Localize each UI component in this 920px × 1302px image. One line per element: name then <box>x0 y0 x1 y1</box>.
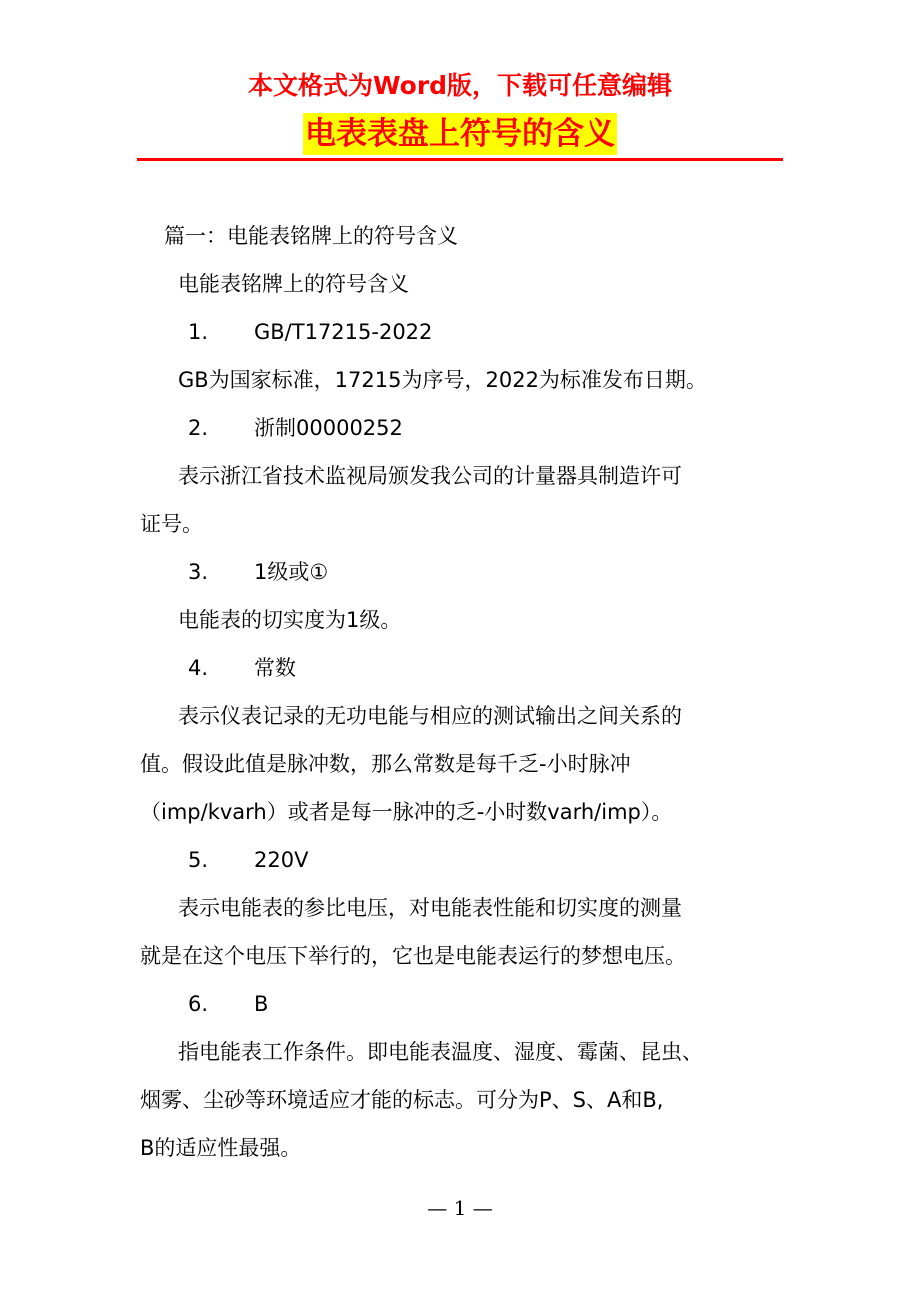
page-number: — 1 — <box>427 1196 493 1220</box>
item-description-continued: 证号。 <box>140 512 203 536</box>
document-title: 电表表盘上符号的含义 <box>303 113 617 155</box>
item-number: 4. <box>188 656 209 680</box>
item-description: 表示电能表的参比电压，对电能表性能和切实度的测量 <box>178 896 682 920</box>
item-term: GB/T17215-2022 <box>254 320 433 344</box>
item-number: 6. <box>188 992 209 1016</box>
item-term: 常数 <box>254 656 296 680</box>
document-body <box>140 212 790 1172</box>
item-number: 1. <box>188 320 209 344</box>
list-item-number-line <box>140 404 790 452</box>
download-banner: 本文格式为Word版，下载可任意编辑 <box>247 71 673 100</box>
list-item-number-line <box>140 836 790 884</box>
list-item-number-line <box>140 644 790 692</box>
item-description-continued: 值。假设此值是脉冲数，那么常数是每千乏-小时脉冲 <box>140 752 631 776</box>
list-item-number-line <box>140 980 790 1028</box>
item-description: 指电能表工作条件。即电能表温度、湿度、霉菌、昆虫、 <box>178 1040 703 1064</box>
item-description-continued: 烟雾、尘砂等环境适应才能的标志。可分为P、S、A和B, <box>140 1088 664 1112</box>
subheading: 电能表铭牌上的符号含义 <box>178 272 409 296</box>
section-heading: 篇一：电能表铭牌上的符号含义 <box>164 224 458 248</box>
title-block <box>0 113 920 155</box>
item-description-continued: （imp/kvarh）或者是每一脉冲的乏-小时数varh/imp）。 <box>140 800 673 824</box>
item-description: 电能表的切实度为1级。 <box>178 608 402 632</box>
item-number: 2. <box>188 416 209 440</box>
list-item-number-line <box>140 548 790 596</box>
item-number: 3. <box>188 560 209 584</box>
item-description-continued: 就是在这个电压下举行的，它也是电能表运行的梦想电压。 <box>140 944 686 968</box>
item-term: 1级或① <box>254 560 329 584</box>
item-term: B <box>254 992 269 1016</box>
title-divider <box>137 158 783 161</box>
item-description: 表示浙江省技术监视局颁发我公司的计量器具制造许可 <box>178 464 682 488</box>
item-description-continued: B的适应性最强。 <box>140 1136 302 1160</box>
item-description: GB为国家标准，17215为序号，2022为标准发布日期。 <box>178 368 707 392</box>
item-description: 表示仪表记录的无功电能与相应的测试输出之间关系的 <box>178 704 682 728</box>
item-number: 5. <box>188 848 209 872</box>
item-term: 浙制00000252 <box>254 416 403 440</box>
item-term: 220V <box>254 848 309 872</box>
list-item-number-line <box>140 308 790 356</box>
